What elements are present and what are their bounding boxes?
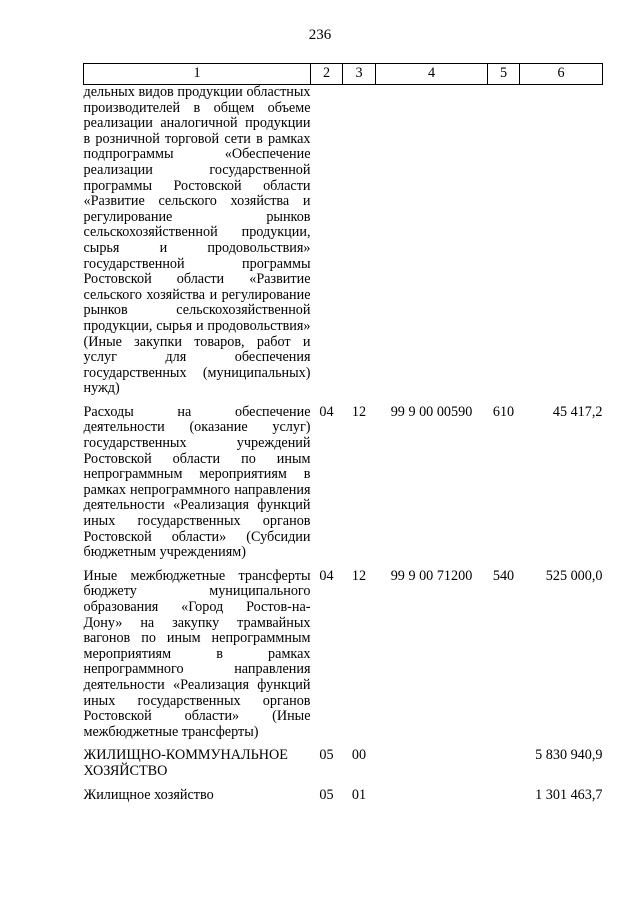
row-amount — [520, 85, 603, 397]
row-target-article — [376, 780, 488, 804]
row-target-article — [376, 740, 488, 779]
row-section: 04 — [319, 403, 334, 420]
row-name: Расходы на обеспечение деятельности (оказание услуг) государственных учреждений Ростовской области по иным непрограммным мероприятиям в рамках непрограммного направления деятельности «Реализация функций иных государственных органов Ростовской области» (Субсидии бюджетным учреждениям) — [83, 403, 311, 561]
row-section — [311, 85, 343, 397]
header-col-3: 3 — [343, 64, 376, 85]
row-subsection: 12 — [351, 403, 367, 420]
row-expense-type — [488, 85, 520, 397]
header-col-1: 1 — [84, 64, 311, 85]
header-row — [84, 64, 603, 85]
row-expense-type: 540 — [492, 567, 515, 584]
row-expense-type — [488, 780, 520, 804]
row-expense-type — [488, 740, 520, 779]
header-col-5: 5 — [488, 64, 520, 85]
row-subsection: 00 — [351, 747, 367, 764]
row-amount: 5 830 940,9 — [535, 747, 603, 764]
row-subsection: 12 — [351, 567, 367, 584]
table-row — [84, 85, 603, 397]
row-amount: 525 000,0 — [545, 567, 603, 584]
row-section: 04 — [319, 567, 334, 584]
table-row — [84, 561, 603, 741]
row-name: ЖИЛИЩНО-КОММУНАЛЬНОЕ ХОЗЯЙСТВО — [83, 747, 288, 779]
row-target-article — [376, 85, 488, 397]
row-amount: 1 301 463,7 — [535, 786, 603, 803]
row-name: дельных видов продукции областных производителей в общем объеме реализации аналогичной продукции в розничной торговой сети в рамках подпрограммы «Обеспечение реализации государственной программы Ростовской области «Развитие сельского хозяйства и регулирование рынков сельскохозяйственной продукции, сырья и продовольствия» государственной программы Ростовской области «Развитие сельского хозяйства и регулирование рынков сельскохозяйственной продукции, сырья и продовольствия» (Иные закупки товаров, работ и услуг для обеспечения государственных (муниципальных) нужд) — [83, 84, 311, 397]
row-name: Иные межбюджетные трансферты бюджету муниципального образования «Город Ростов-на-Дону» на закупку трамвайных вагонов по иным непрограммным мероприятиям в рамках непрограммного направления деятельности «Реализация функций иных государственных органов Ростовской области» (Иные межбюджетные трансферты) — [83, 567, 311, 740]
row-section: 05 — [319, 747, 334, 764]
header-col-4: 4 — [376, 64, 488, 85]
page-number: 236 — [308, 27, 332, 43]
table-row — [84, 740, 603, 779]
row-subsection: 01 — [351, 786, 367, 803]
row-target-article: 99 9 00 00590 — [390, 403, 473, 420]
table-row — [84, 397, 603, 561]
header-col-2: 2 — [311, 64, 343, 85]
row-target-article: 99 9 00 71200 — [390, 567, 473, 584]
row-amount: 45 417,2 — [552, 403, 603, 420]
row-expense-type: 610 — [492, 403, 515, 420]
row-subsection — [343, 85, 376, 397]
budget-table — [83, 63, 603, 803]
header-col-6: 6 — [520, 64, 603, 85]
table-row — [84, 780, 603, 804]
row-section: 05 — [319, 786, 334, 803]
row-name: Жилищное хозяйство — [83, 786, 214, 803]
